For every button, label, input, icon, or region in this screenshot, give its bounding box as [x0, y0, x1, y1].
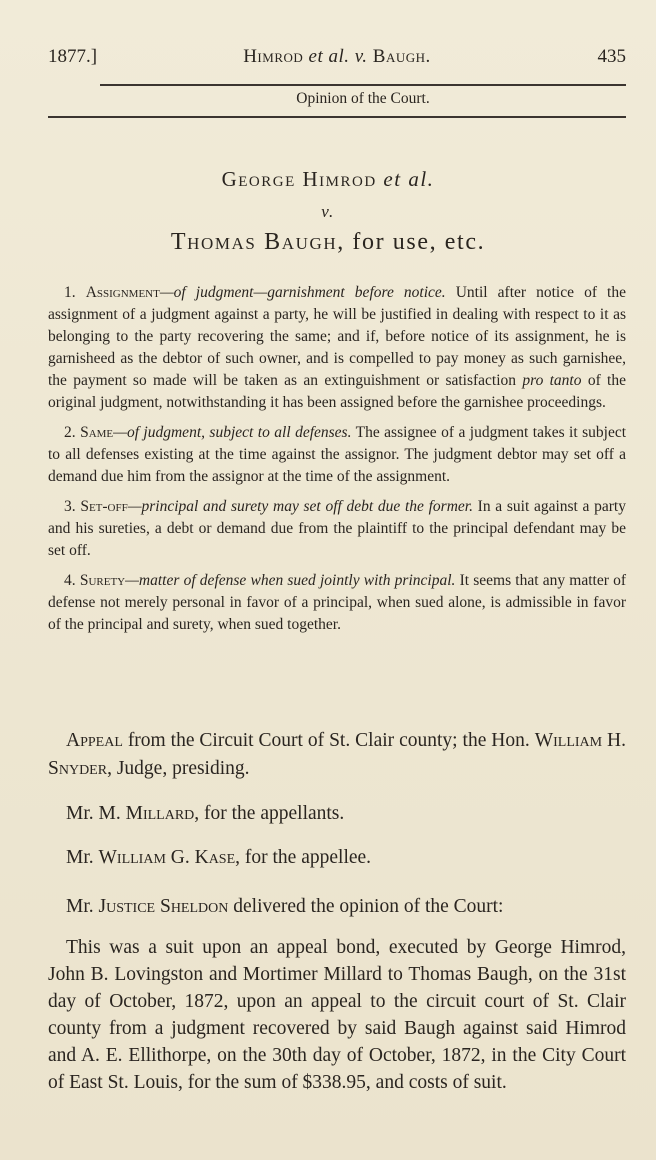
headnote-head: Surety — [79, 572, 126, 589]
headnote — [48, 570, 626, 636]
running-head-title-part2: et al. — [308, 46, 350, 67]
headnote-italic: pro tanto — [522, 372, 582, 389]
delivered-prefix: Mr. — [66, 896, 99, 917]
appeal-text-a: from the Circuit Court of St. Clair county; the Hon. — [122, 730, 535, 751]
running-head-title — [48, 46, 626, 68]
delivered-line — [48, 893, 626, 921]
headnote — [48, 422, 626, 488]
headnote-subhead: —of judgment, subject to all defenses. — [113, 424, 352, 441]
headnote-text: It seems that any matter of defense not merely personal in favor of a principal, when sued alone, is admissible in favor of the principal and surety, when sued together. — [48, 572, 627, 633]
page-number: 435 — [597, 46, 626, 67]
running-head — [48, 46, 626, 74]
party1-suffix: et al. — [383, 167, 435, 191]
counsel-appellee — [48, 844, 626, 872]
headnote-text: The assignee of a judgment takes it subject to all defenses existing at the time against the assignor. The judgment debtor may set off a demand due him from the assignor at the time of the assignment. — [48, 424, 627, 485]
appeal-text-b: , Judge, presiding. — [107, 758, 250, 779]
appeal-paragraph — [48, 727, 626, 783]
counsel-name: Millard — [125, 803, 195, 824]
case-title-party1 — [0, 167, 656, 192]
running-head-title-part3: v. — [354, 46, 368, 67]
header-rule-bottom — [48, 116, 626, 118]
headnote-head: Assignment — [85, 284, 160, 301]
headnotes — [48, 282, 626, 644]
case-title-versus: v. — [321, 202, 335, 221]
headnote-subhead: —matter of defense when sued jointly with principal. — [125, 572, 456, 589]
counsel-line — [48, 844, 626, 872]
judge-name: William H. Snyder — [48, 730, 626, 779]
counsel-role: , for the appellee. — [235, 847, 372, 868]
justice-name: Justice Sheldon — [98, 896, 229, 917]
party2-suffix: for use, etc. — [352, 229, 486, 255]
headnote-number: 4. — [64, 572, 76, 589]
headnote — [48, 282, 626, 414]
opinion-paragraph: This was a suit upon an appeal bond, executed by George Himrod, John B. Lovingston and Mortimer Millard to Thomas Baugh, on the 31st day of October, 1872, upon an appeal to the circuit court of St. Clair county from a judgment recovered by said Baugh against said Himrod and A. E. Ellithorpe, on the 30th day of October, 1872, in the City Court of East St. Louis, for the sum of $338.95, and costs of suit. — [48, 937, 626, 1093]
headnote-text: In a suit against a party and his sureties, a debt or demand due from the plaintiff to the principal defendant may be set off. — [48, 498, 626, 559]
counsel-prefix: Mr. M. — [66, 803, 126, 824]
headnote-head: Set-off — [80, 498, 128, 515]
headnote-text: Until after notice of the assignment of a judgment against a party, he will be justified in dealing with respect to it as belonging to the party recovering the same; and if, before notice of its assignment, he is garnisheed as the debtor of such owner, and is compelled to pay money as such garnishee, the payment so made will be taken as an extinguishment or satisfaction — [48, 284, 626, 389]
party2-name: Thomas Baugh, — [170, 229, 345, 255]
appeal-statement — [48, 727, 626, 783]
headnote-head: Same — [80, 424, 114, 441]
headnote-subhead: —of judgment—garnishment before notice. — [159, 284, 446, 301]
appeal-lead: Appeal — [66, 730, 123, 751]
opinion-body — [48, 934, 626, 1096]
headnote-number: 1. — [64, 284, 76, 301]
headnote-number: 3. — [64, 498, 76, 515]
opinion-delivered-line — [48, 893, 626, 921]
party1-name: George Himrod — [221, 167, 377, 191]
headnote-subhead: —principal and surety may set off debt due the former. — [127, 498, 473, 515]
counsel-role: , for the appellants. — [194, 803, 345, 824]
delivered-text: delivered the opinion of the Court: — [228, 896, 504, 917]
case-title-party2 — [0, 229, 656, 256]
section-label: Opinion of the Court. — [296, 90, 430, 107]
counsel-name: William G. Kase — [98, 847, 236, 868]
running-head-title-part1: Himrod — [243, 46, 304, 67]
running-head-title-part4: Baugh. — [372, 46, 431, 67]
header-rule-top — [100, 84, 626, 86]
headnote — [48, 496, 626, 562]
headnote-text-b: of the original judgment, notwithstanding it has been assigned before the garnishee proceedings. — [48, 372, 626, 411]
counsel-prefix: Mr. — [66, 847, 99, 868]
running-head-year: 1877.] — [48, 46, 98, 67]
headnote-number: 2. — [64, 424, 76, 441]
counsel-appellants — [48, 800, 626, 828]
counsel-line — [48, 800, 626, 828]
